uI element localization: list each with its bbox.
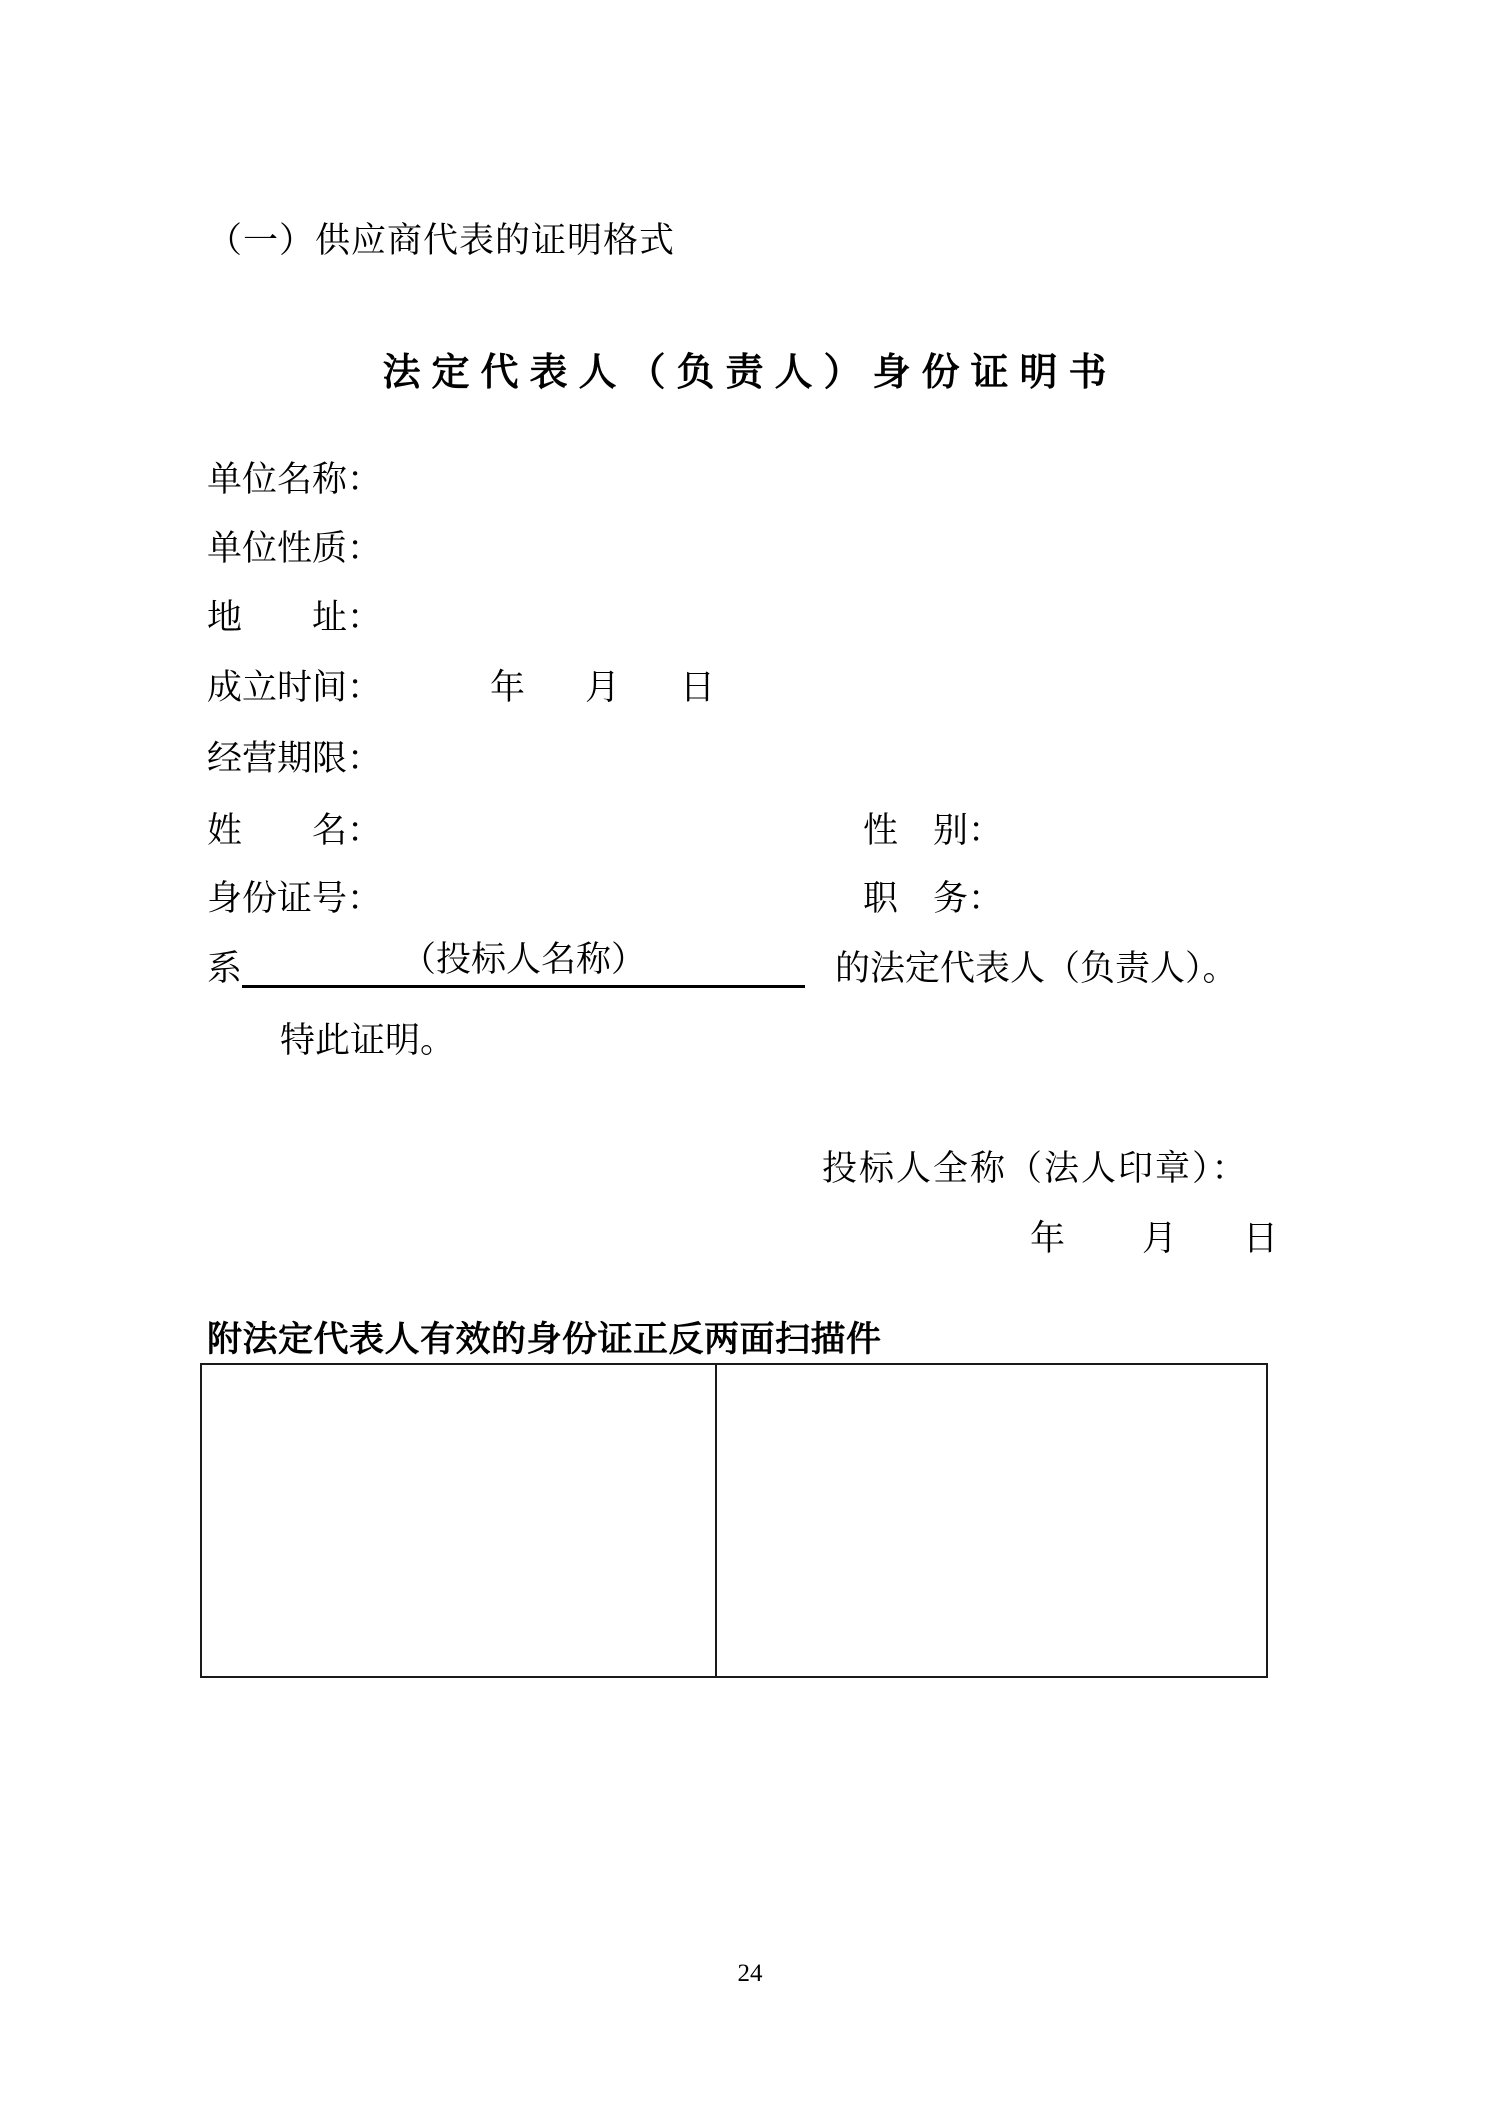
name-label: 姓 名：: [207, 811, 383, 850]
affiliation-suffix: 的法定代表人（负责人）。: [835, 949, 1238, 988]
business-term-label: 经营期限：: [207, 739, 383, 778]
bidder-name-hint: （投标人名称）: [400, 940, 646, 979]
bidder-name-blank-underline: [242, 938, 805, 988]
signature-year-label: 年: [1030, 1219, 1066, 1258]
position-label: 职 务：: [863, 879, 1004, 918]
established-month-label: 月: [585, 668, 621, 707]
unit-nature-label: 单位性质：: [207, 529, 383, 568]
established-year-label: 年: [490, 668, 526, 707]
id-number-label: 身份证号：: [207, 879, 383, 918]
id-card-back-scan-cell: [717, 1365, 1266, 1676]
unit-name-label: 单位名称：: [207, 460, 383, 499]
section-heading: （一）供应商代表的证明格式: [207, 221, 676, 260]
signature-day-label: 日: [1243, 1219, 1279, 1258]
page-number: 24: [737, 1960, 763, 1987]
gender-label: 性 别：: [863, 811, 1004, 850]
id-card-scan-table: [200, 1363, 1268, 1678]
hereby-statement: 特此证明。: [280, 1021, 456, 1060]
address-label: 地 址：: [207, 598, 383, 637]
affiliation-prefix: 系: [207, 949, 243, 988]
established-day-label: 日: [680, 668, 716, 707]
id-card-front-scan-cell: [202, 1365, 717, 1676]
signature-month-label: 月: [1142, 1219, 1178, 1258]
attachment-heading: 附法定代表人有效的身份证正反两面扫描件: [207, 1320, 882, 1359]
established-date-label: 成立时间：: [207, 668, 383, 707]
document-title: 法定代表人（负责人）身份证明书: [382, 352, 1118, 394]
bidder-seal-label: 投标人全称（法人印章）：: [822, 1149, 1249, 1188]
